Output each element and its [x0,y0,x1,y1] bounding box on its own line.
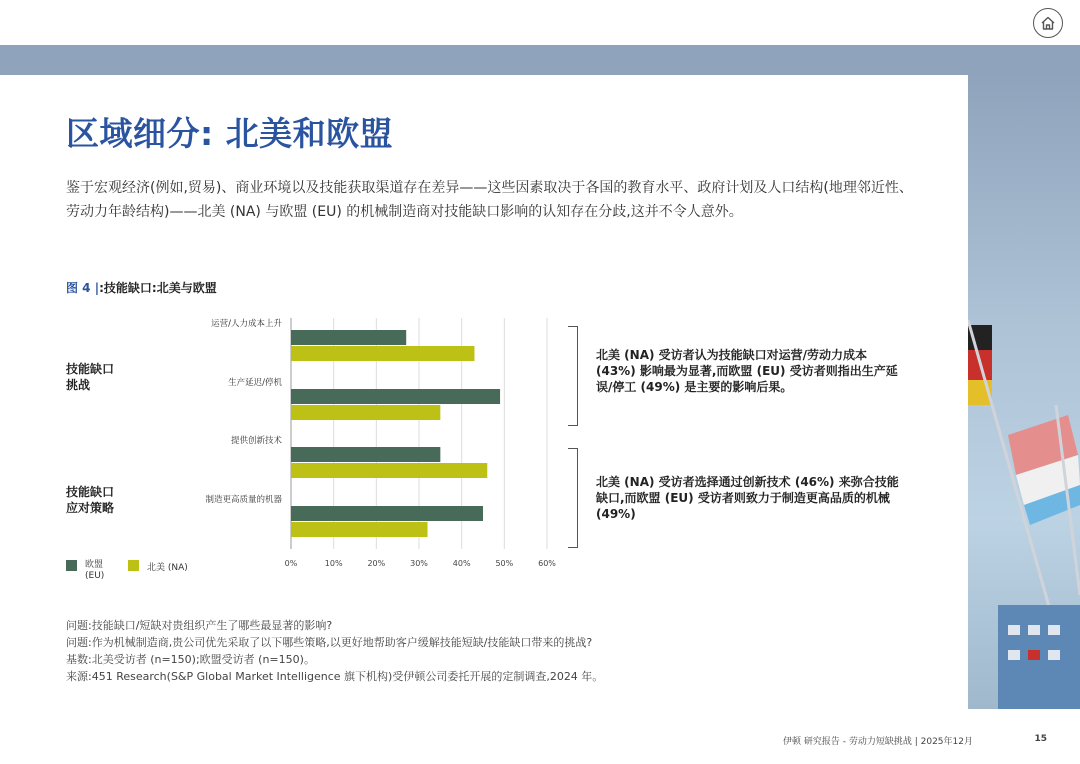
bracket-strategies [568,448,578,548]
chart-notes [66,617,603,685]
bar-eu [291,389,500,404]
legend-swatch-na [128,560,139,571]
callout-challenges: 北美 (NA) 受访者认为技能缺口对运营/劳动力成本 (43%) 影响最为显著,而欧盟 (EU) 受访者则指出生产延误/停工 (49%) 是主要的影响后果。 [596,348,898,394]
bar-na [291,522,428,537]
page-title: 区域细分: 北美和欧盟 [66,114,394,153]
figure-number: 图 4 | [66,281,100,295]
x-tick-label: 20% [367,559,386,568]
bar-eu [291,330,406,345]
bar-eu [291,506,483,521]
callout-strategies: 北美 (NA) 受访者选择通过创新技术 (46%) 来弥合技能缺口,而欧盟 (EU) 受访者则致力于制造更高品质的机械 (49%) [596,475,899,521]
figure-title: :技能缺口:北美与欧盟 [99,281,217,295]
legend-label-na: 北美 (NA) [147,563,188,573]
footer-text: 伊顿 研究报告 - 劳动力短缺挑战 | 2025年12月 [783,737,973,747]
bar-na [291,405,440,420]
page-number: 15 [1034,734,1047,744]
bar-na [291,346,474,361]
group-label-strategies: 技能缺口 应对策略 [66,485,115,515]
note-line: 基数:北美受访者 (n=150);欧盟受访者 (n=150)。 [66,653,315,666]
x-tick-label: 0% [284,559,298,568]
category-label: 运营/人力成本上升 [211,319,282,329]
group-label-challenges: 技能缺口 挑战 [66,362,115,392]
category-label: 提供创新技术 [230,436,282,446]
bar-eu [291,447,440,462]
x-tick-label: 10% [324,559,343,568]
category-label: 制造更高质量的机器 [205,495,282,505]
category-label: 生产延迟/停机 [228,378,282,388]
note-line: 问题:技能缺口/短缺对贵组织产生了哪些最显著的影响? [66,619,333,632]
x-tick-label: 60% [538,559,556,568]
bar-na [291,463,487,478]
legend-swatch-eu [66,560,77,571]
intro-paragraph: 鉴于宏观经济(例如,贸易)、商业环境以及技能获取渠道存在差异——这些因素取决于各国的教育水平、政府计划及人口结构(地理邻近性、劳动力年龄结构)——北美 (NA) 与欧盟 (EU) 的机械制造商对技能缺口影响的认知存在分歧,这并不令人意外。 [66,180,913,220]
note-line: 问题:作为机械制造商,贵公司优先采取了以下哪些策略,以更好地帮助客户缓解技能短缺/技能缺口带来的挑战? [66,636,593,649]
legend-label-eu: 欧盟 (EU) [85,560,105,581]
x-tick-label: 30% [410,559,428,568]
x-tick-label: 40% [452,559,471,568]
bracket-challenges [568,326,578,426]
x-tick-label: 50% [495,559,514,568]
note-line: 来源:451 Research(S&P Global Market Intelligence 旗下机构)受伊顿公司委托开展的定制调查,2024 年。 [66,670,604,683]
